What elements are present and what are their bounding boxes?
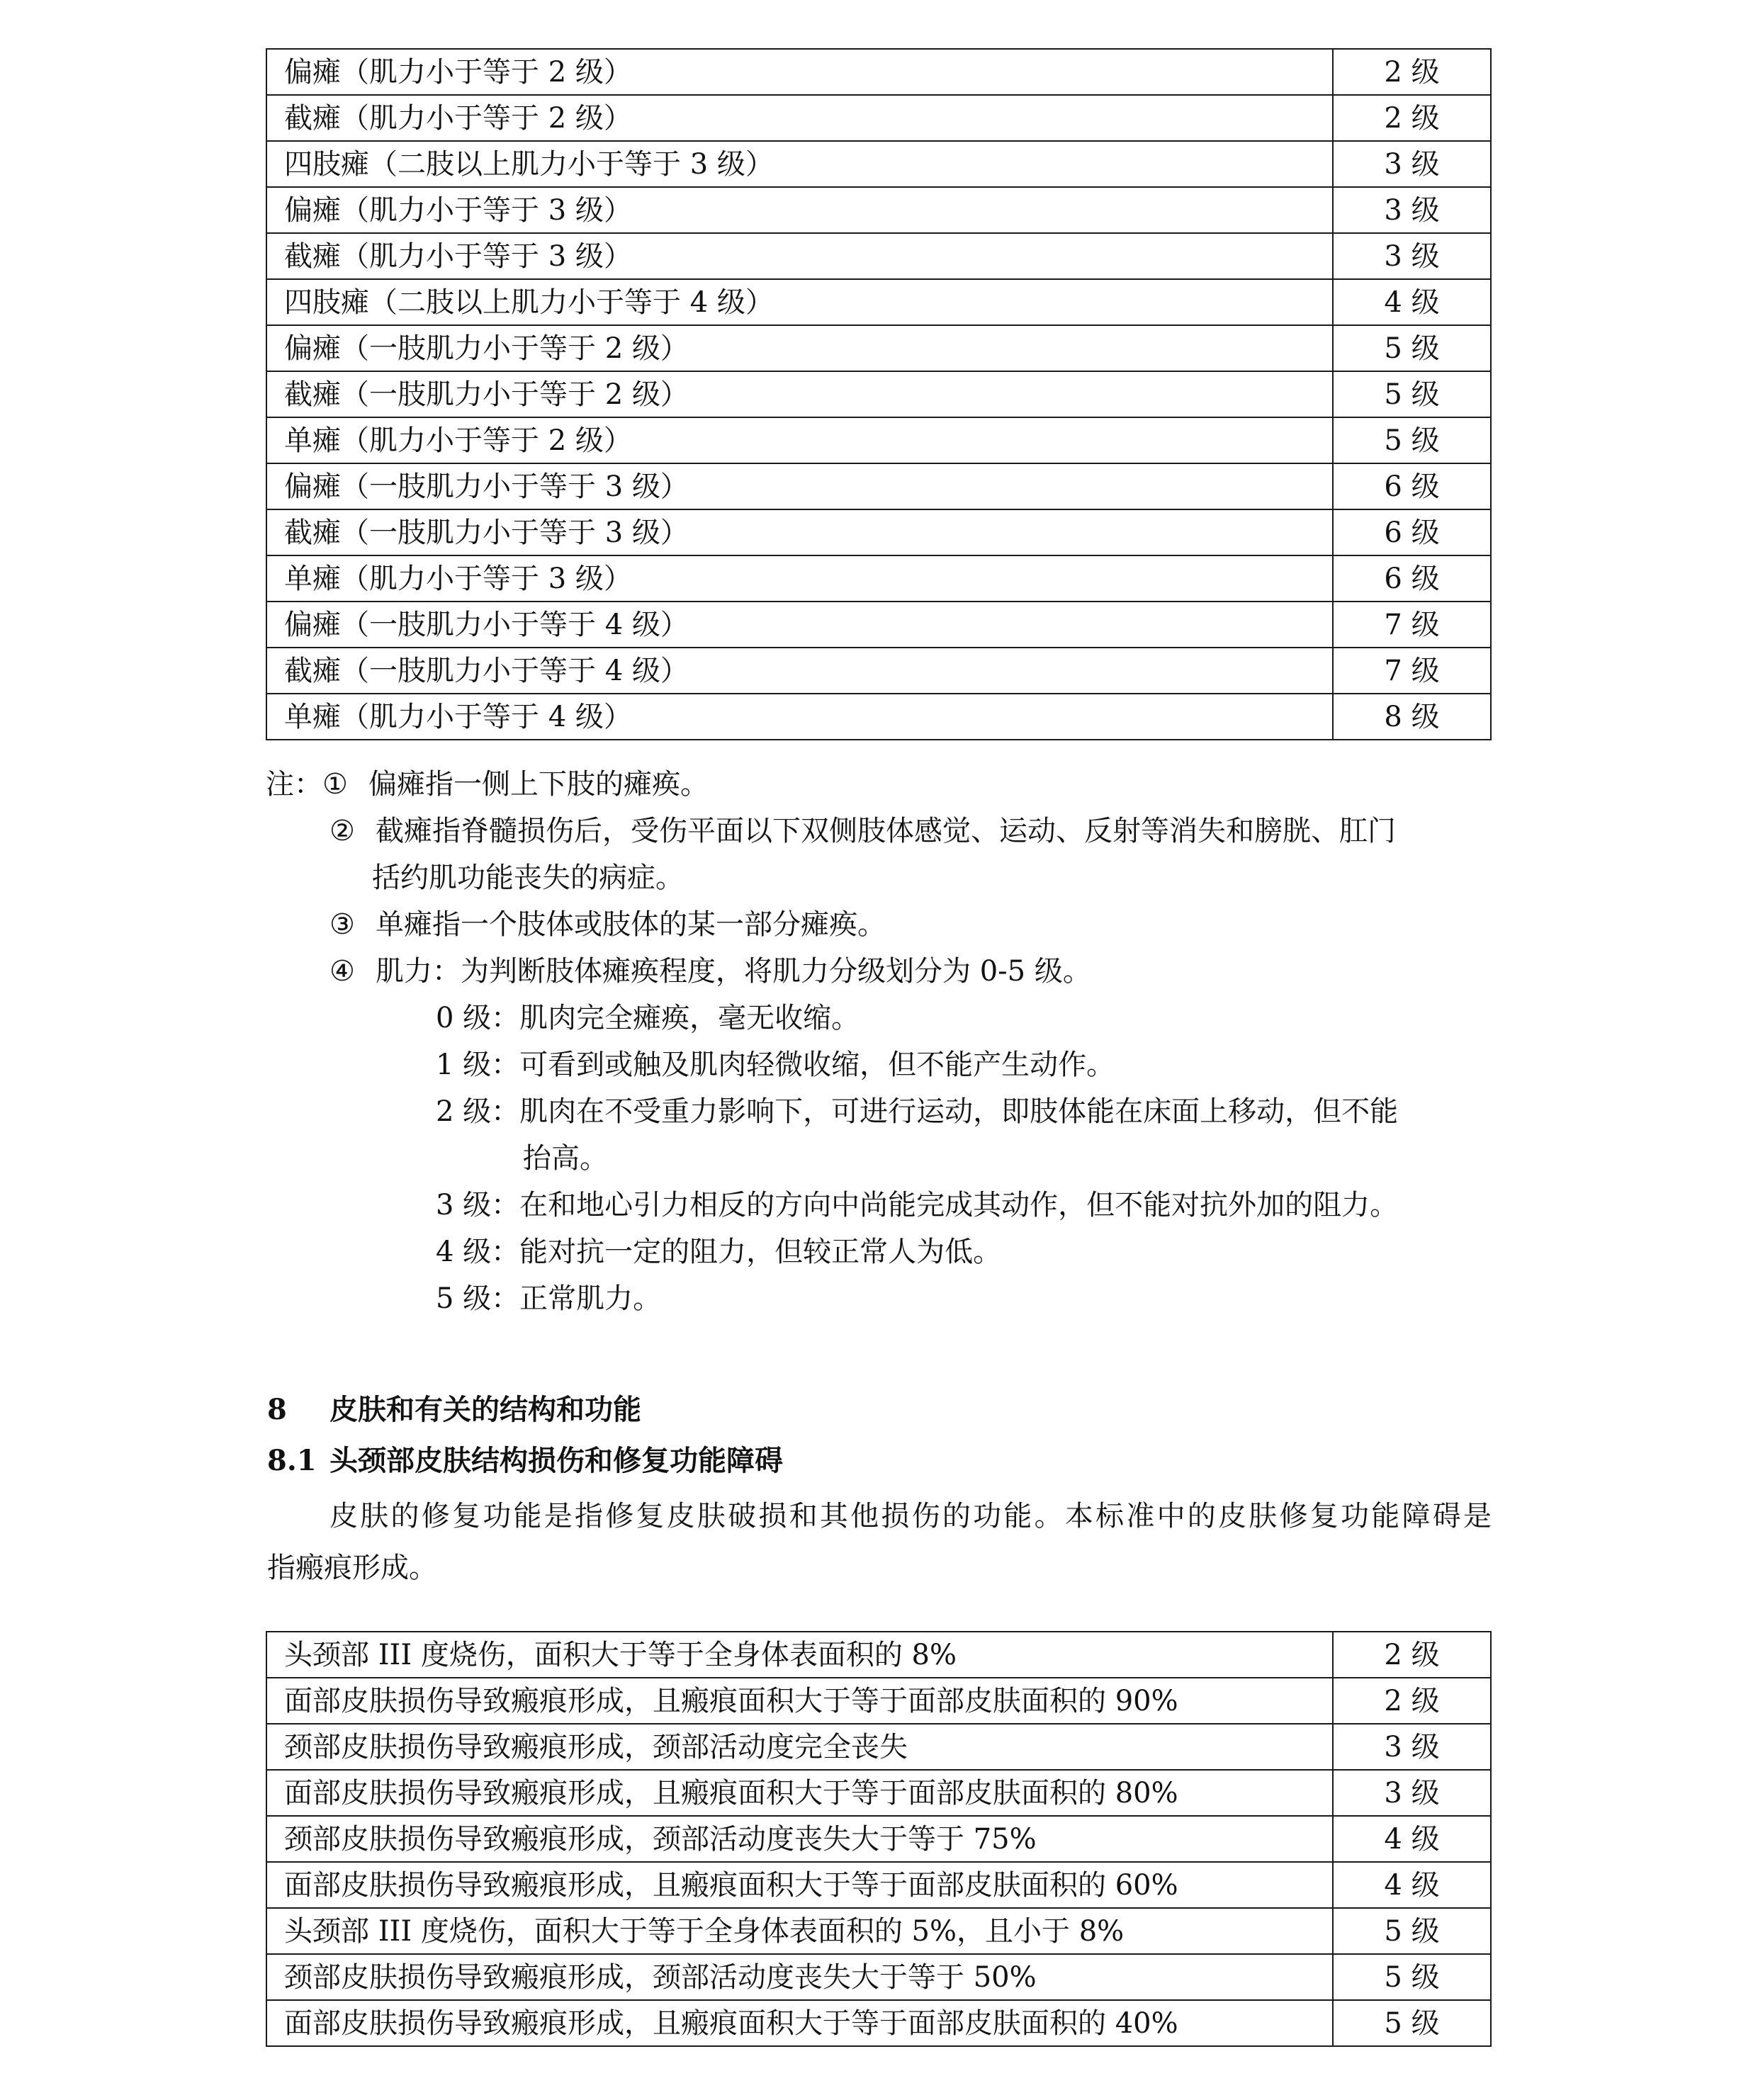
row-description: 偏瘫（一肢肌力小于等于 2 级） (266, 325, 1333, 371)
skin-injury-grade-table (266, 1631, 1492, 2047)
table-row (266, 1632, 1491, 1678)
row-description: 截瘫（肌力小于等于 2 级） (266, 95, 1333, 141)
row-description: 截瘫（肌力小于等于 3 级） (266, 233, 1333, 279)
row-grade: 2 级 (1333, 49, 1491, 95)
muscle-level-3 (436, 1187, 1398, 1223)
row-grade: 7 级 (1333, 602, 1491, 648)
section-heading (267, 1392, 641, 1428)
level-label: 1 级： (436, 1049, 520, 1081)
row-grade: 5 级 (1333, 2000, 1491, 2046)
row-description: 颈部皮肤损伤导致瘢痕形成，颈部活动度丧失大于等于 50% (266, 1954, 1333, 2000)
row-grade: 3 级 (1333, 233, 1491, 279)
level-text: 能对抗一定的阻力，但较正常人为低。 (519, 1236, 1002, 1268)
muscle-level-1 (436, 1047, 1115, 1083)
row-grade: 5 级 (1333, 325, 1491, 371)
subsection-title: 头颈部皮肤结构损伤和修复功能障碍 (329, 1444, 783, 1477)
row-description: 单瘫（肌力小于等于 2 级） (266, 417, 1333, 463)
row-description: 面部皮肤损伤导致瘢痕形成，且瘢痕面积大于等于面部皮肤面积的 60% (266, 1862, 1333, 1908)
row-grade: 5 级 (1333, 371, 1491, 417)
table-row (266, 1954, 1491, 2000)
table-row (266, 187, 1491, 233)
note-marker: ① (322, 768, 348, 801)
table-row (266, 555, 1491, 602)
table-row (266, 417, 1491, 463)
note-text: 截瘫指脊髓损伤后，受伤平面以下双侧肢体感觉、运动、反射等消失和膀胱、肛门 (376, 815, 1396, 847)
row-grade: 4 级 (1333, 1816, 1491, 1862)
note-marker: ② (329, 815, 355, 847)
paralysis-grade-table (266, 48, 1492, 740)
table-row (266, 1862, 1491, 1908)
level-text: 在和地心引力相反的方向中尚能完成其动作，但不能对抗外加的阻力。 (519, 1189, 1399, 1221)
level-label: 4 级： (436, 1236, 520, 1268)
row-description: 单瘫（肌力小于等于 4 级） (266, 694, 1333, 740)
row-description: 截瘫（一肢肌力小于等于 2 级） (266, 371, 1333, 417)
level-text: 可看到或触及肌肉轻微收缩，但不能产生动作。 (519, 1049, 1115, 1081)
table-row (266, 49, 1491, 95)
row-grade: 8 级 (1333, 694, 1491, 740)
row-description: 面部皮肤损伤导致瘢痕形成，且瘢痕面积大于等于面部皮肤面积的 40% (266, 2000, 1333, 2046)
row-grade: 3 级 (1333, 1724, 1491, 1770)
row-description: 截瘫（一肢肌力小于等于 4 级） (266, 648, 1333, 694)
muscle-level-5 (436, 1281, 661, 1316)
muscle-level-0 (436, 1000, 860, 1036)
table-row (266, 1908, 1491, 1954)
muscle-level-2 (436, 1094, 1398, 1129)
note-text: 肌力：为判断肢体瘫痪程度，将肌力分级划分为 0-5 级。 (376, 955, 1091, 988)
table-row (266, 2000, 1491, 2046)
note-4 (329, 954, 1091, 989)
row-description: 面部皮肤损伤导致瘢痕形成，且瘢痕面积大于等于面部皮肤面积的 80% (266, 1770, 1333, 1816)
row-description: 四肢瘫（二肢以上肌力小于等于 3 级） (266, 141, 1333, 187)
row-description: 颈部皮肤损伤导致瘢痕形成，颈部活动度丧失大于等于 75% (266, 1816, 1333, 1862)
table-row (266, 1816, 1491, 1862)
row-description: 截瘫（一肢肌力小于等于 3 级） (266, 509, 1333, 555)
row-grade: 4 级 (1333, 1862, 1491, 1908)
subsection-heading (267, 1443, 783, 1479)
note-marker: ④ (329, 955, 355, 988)
note-3 (329, 907, 886, 942)
level-label: 0 级： (436, 1002, 520, 1034)
row-description: 偏瘫（一肢肌力小于等于 4 级） (266, 602, 1333, 648)
level-label: 2 级： (436, 1095, 520, 1128)
paragraph-line-1: 皮肤的修复功能是指修复皮肤破损和其他损伤的功能。本标准中的皮肤修复功能障碍是 (329, 1500, 1492, 1532)
note-2-continuation (372, 860, 684, 896)
level-text: 正常肌力。 (519, 1282, 662, 1315)
level-label: 3 级： (436, 1189, 520, 1221)
table-row (266, 95, 1491, 141)
note-text: 括约肌功能丧失的病症。 (372, 862, 684, 894)
table-row (266, 463, 1491, 509)
row-grade: 5 级 (1333, 1908, 1491, 1954)
row-grade: 2 级 (1333, 1678, 1491, 1724)
table-row (266, 233, 1491, 279)
row-description: 偏瘫（肌力小于等于 2 级） (266, 49, 1333, 95)
row-description: 头颈部 III 度烧伤，面积大于等于全身体表面积的 8% (266, 1632, 1333, 1678)
note-2 (329, 813, 1396, 849)
table-row (266, 602, 1491, 648)
note-marker: ③ (329, 908, 355, 941)
note-1 (266, 767, 709, 802)
row-description: 头颈部 III 度烧伤，面积大于等于全身体表面积的 5%，且小于 8% (266, 1908, 1333, 1954)
row-grade: 6 级 (1333, 463, 1491, 509)
muscle-level-2-continuation (523, 1141, 608, 1176)
row-grade: 6 级 (1333, 555, 1491, 602)
muscle-level-4 (436, 1234, 1001, 1270)
row-grade: 5 级 (1333, 1954, 1491, 2000)
table-row (266, 509, 1491, 555)
table-row (266, 1724, 1491, 1770)
row-description: 偏瘫（肌力小于等于 3 级） (266, 187, 1333, 233)
table-row (266, 141, 1491, 187)
section-number: 8 (267, 1393, 287, 1426)
table-row (266, 694, 1491, 740)
table-row (266, 648, 1491, 694)
table-row (266, 371, 1491, 417)
row-grade: 2 级 (1333, 1632, 1491, 1678)
row-grade: 3 级 (1333, 1770, 1491, 1816)
table-row (266, 279, 1491, 325)
row-description: 单瘫（肌力小于等于 3 级） (266, 555, 1333, 602)
row-description: 四肢瘫（二肢以上肌力小于等于 4 级） (266, 279, 1333, 325)
row-grade: 3 级 (1333, 141, 1491, 187)
row-grade: 6 级 (1333, 509, 1491, 555)
table-row (266, 1678, 1491, 1724)
row-description: 偏瘫（一肢肌力小于等于 3 级） (266, 463, 1333, 509)
note-text: 偏瘫指一侧上下肢的瘫痪。 (368, 768, 709, 801)
row-grade: 3 级 (1333, 187, 1491, 233)
row-grade: 7 级 (1333, 648, 1491, 694)
section-title: 皮肤和有关的结构和功能 (329, 1393, 641, 1426)
table-row (266, 325, 1491, 371)
row-grade: 4 级 (1333, 279, 1491, 325)
row-description: 颈部皮肤损伤导致瘢痕形成，颈部活动度完全丧失 (266, 1724, 1333, 1770)
row-description: 面部皮肤损伤导致瘢痕形成，且瘢痕面积大于等于面部皮肤面积的 90% (266, 1678, 1333, 1724)
level-text: 肌肉完全瘫痪，毫无收缩。 (519, 1002, 860, 1034)
note-text: 单瘫指一个肢体或肢体的某一部分瘫痪。 (376, 908, 886, 941)
level-label: 5 级： (436, 1282, 520, 1315)
row-grade: 5 级 (1333, 417, 1491, 463)
paragraph-line-2: 指瘢痕形成。 (267, 1552, 437, 1584)
level-text: 肌肉在不受重力影响下，可进行运动，即肢体能在床面上移动，但不能 (519, 1095, 1399, 1128)
level-text: 抬高。 (523, 1142, 608, 1175)
note-label: 注： (266, 768, 322, 801)
subsection-number: 8.1 (267, 1444, 317, 1477)
row-grade: 2 级 (1333, 95, 1491, 141)
table-row (266, 1770, 1491, 1816)
